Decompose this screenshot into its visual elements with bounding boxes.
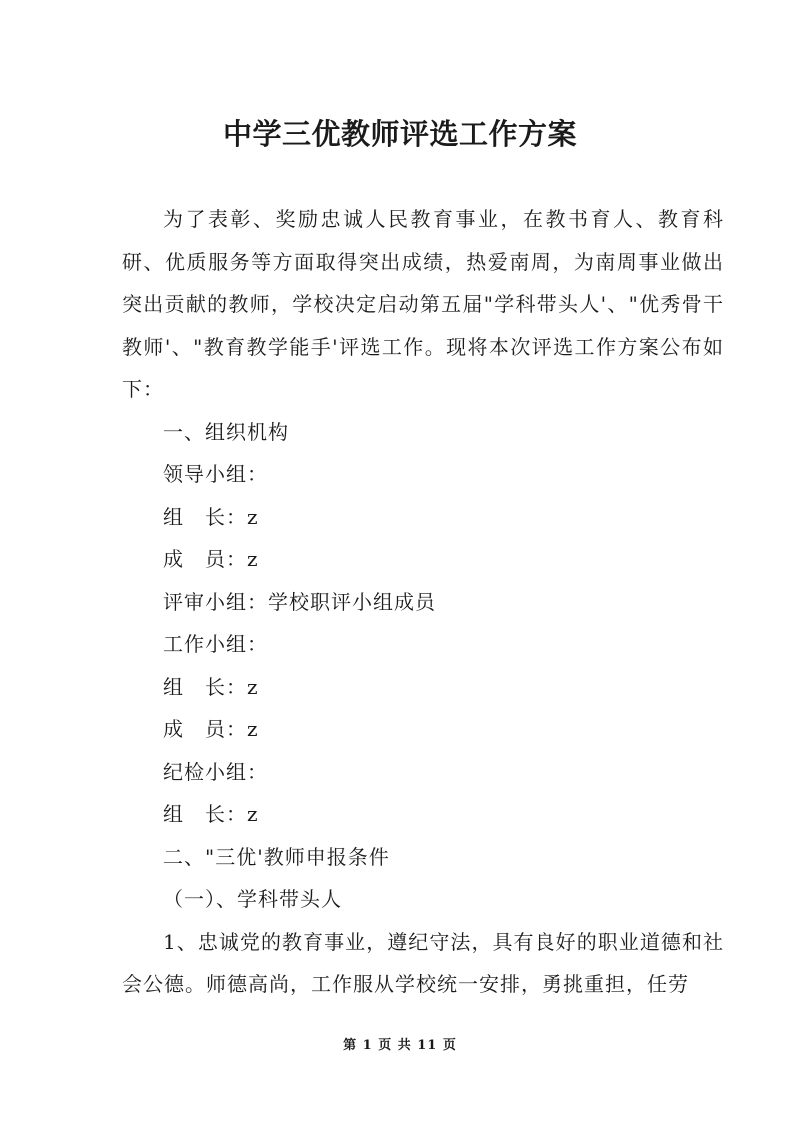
leadership-group-members: 成 员：z: [163, 547, 259, 571]
section-heading-organization: 一、组织机构: [163, 419, 289, 444]
leadership-group-label: 领导小组：: [163, 462, 268, 486]
intro-paragraph: 为了表彰、奖励忠诚人民教育事业，在教书育人、教育科研、优质服务等方面取得突出成绩，热爱南周，为南周事业做出突出贡献的教师，学校决定启动第五届"学科带头人'、"优秀骨干教师'、"教育教学能手'评选工作。现将本次评选工作方案公布如下：: [122, 207, 724, 401]
discipline-group-leader: 组 长：z: [163, 802, 259, 826]
work-group-members: 成 员：z: [163, 717, 259, 741]
leadership-group-leader: 组 长：z: [163, 504, 259, 529]
review-group-line: 评审小组：学校职评小组成员: [163, 589, 436, 614]
discipline-group-label: 纪检小组：: [163, 759, 268, 784]
condition-paragraph-1: 1、忠诚党的教育事业，遵纪守法，具有良好的职业道德和社会公德。师德高尚，工作服从学校统一安排，勇挑重担，任劳: [122, 929, 724, 996]
document-body: [122, 198, 724, 1006]
subsection-heading-subject-leader: （一）、学科带头人: [163, 887, 342, 911]
work-group-label: 工作小组：: [163, 632, 268, 656]
work-group-leader: 组 长：z: [163, 674, 259, 699]
page-number-footer: 第 1 页 共 11 页: [343, 1038, 457, 1053]
section-heading-conditions: 二、"三优'教师申报条件: [163, 844, 390, 869]
document-title: 中学三优教师评选工作方案: [222, 117, 577, 151]
